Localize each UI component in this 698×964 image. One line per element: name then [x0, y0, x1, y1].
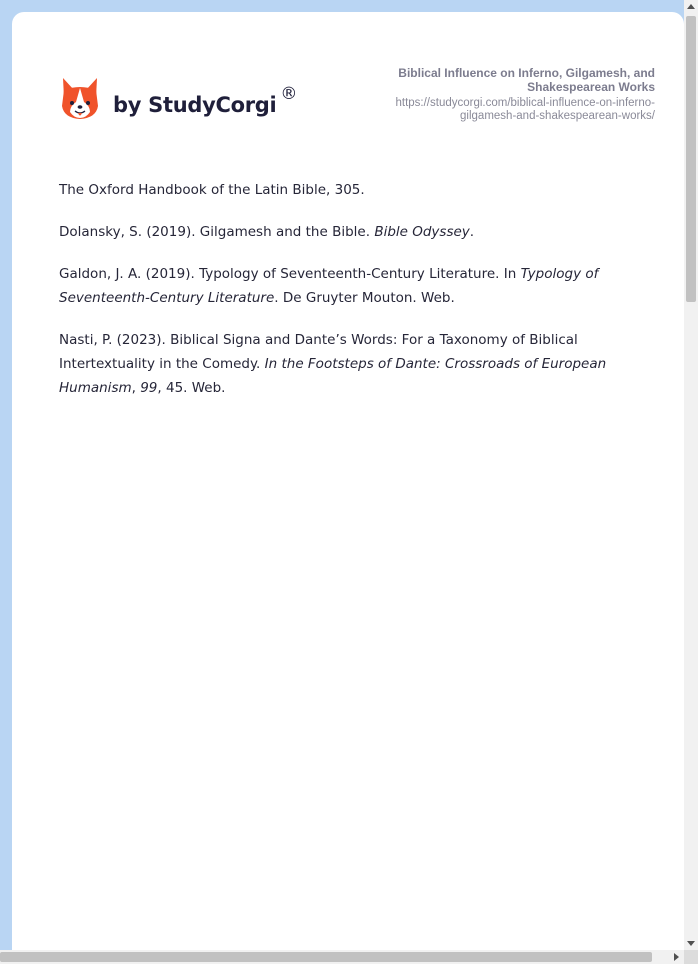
reference-italic-text: 99 — [140, 380, 158, 396]
reference-text: . De Gruyter Mouton. Web. — [274, 290, 455, 306]
reference-text: , — [131, 380, 141, 396]
scroll-up-arrow-icon[interactable] — [687, 4, 695, 9]
reference-text: . — [469, 224, 475, 240]
reference-text: , 45. Web. — [157, 380, 226, 396]
horizontal-scrollbar[interactable] — [0, 950, 684, 964]
reference-italic-text: In the Footsteps of Dante: Crossroads of European Humanism — [59, 356, 607, 396]
reference-entry — [59, 220, 634, 244]
scroll-right-arrow-icon[interactable] — [674, 953, 679, 961]
document-url[interactable]: https://studycorgi.com/biblical-influence-on-inferno-gilgamesh-and-shakespearean-works/ — [395, 97, 655, 122]
document-page — [12, 12, 684, 957]
brand-name: by StudyCorgi — [113, 93, 277, 117]
reference-text: Nasti, P. (2023). Biblical Signa and Dante’s Words: For a Taxonomy of Biblical Intertextuality in the Comedy. — [59, 332, 578, 372]
reference-entry — [59, 328, 634, 400]
document-title: Biblical Influence on Inferno, Gilgamesh, and Shakespearean Works — [398, 66, 655, 94]
registered-mark: ® — [280, 84, 298, 104]
reference-italic-text: Bible Odyssey — [374, 224, 470, 240]
scrollbar-corner — [684, 950, 698, 964]
scroll-down-arrow-icon[interactable] — [687, 941, 695, 946]
document-header-info — [355, 66, 655, 123]
references-list — [59, 178, 634, 418]
corgi-logo-icon — [60, 76, 100, 120]
reference-entry — [59, 178, 634, 202]
vertical-scrollbar[interactable] — [684, 0, 698, 950]
studycorgi-logo[interactable] — [60, 76, 297, 120]
reference-text: The Oxford Handbook of the Latin Bible, 305. — [59, 182, 365, 198]
reference-text: Dolansky, S. (2019). Gilgamesh and the Bible. — [59, 224, 375, 240]
reference-entry — [59, 262, 634, 310]
reference-italic-text: Typology of Seventeenth-Century Literature — [59, 266, 599, 306]
vertical-scroll-thumb[interactable] — [686, 16, 696, 302]
horizontal-scroll-thumb[interactable] — [0, 952, 652, 962]
reference-text: Galdon, J. A. (2019). Typology of Seventeenth-Century Literature. In — [59, 266, 521, 282]
